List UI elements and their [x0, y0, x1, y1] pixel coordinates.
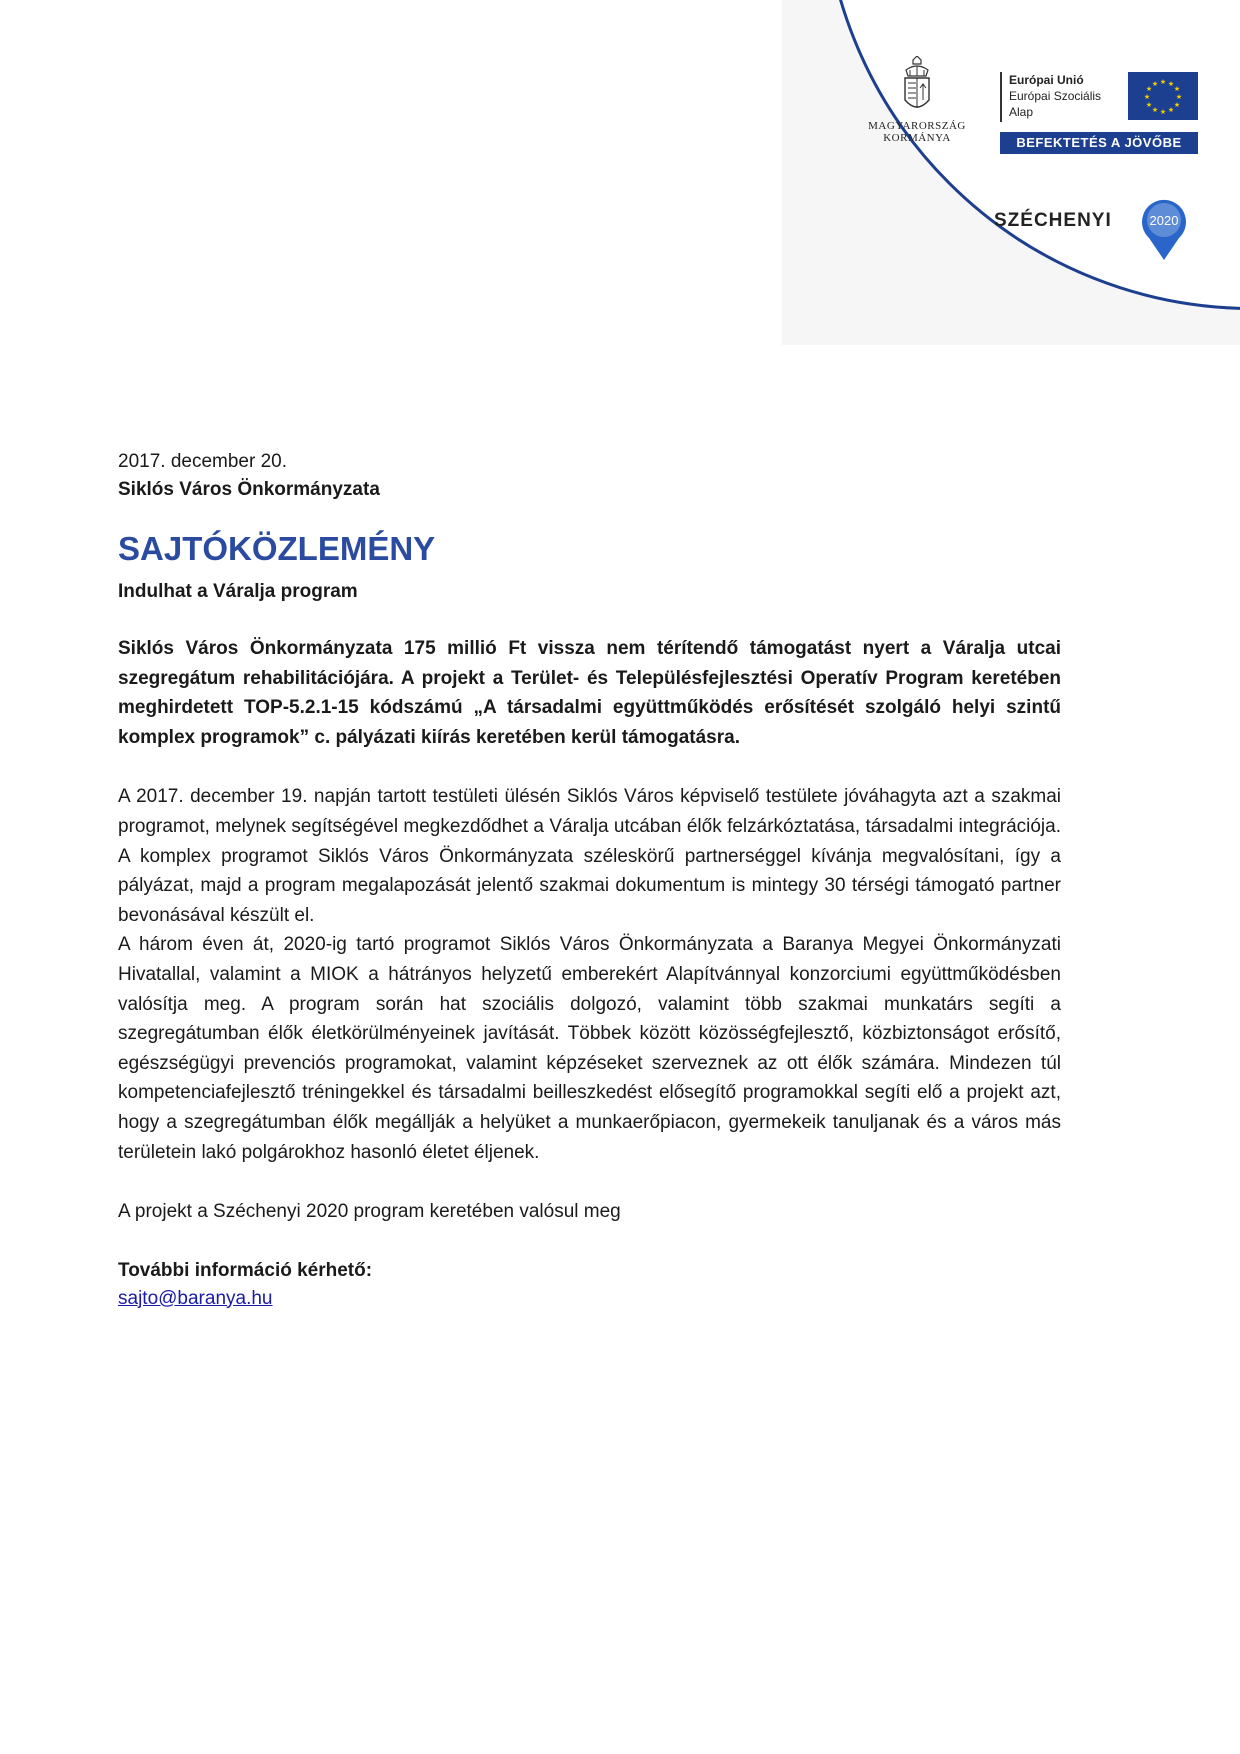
contact-email-link[interactable]: sajto@baranya.hu [118, 1287, 273, 1309]
government-name: MAGYARORSZÁG KORMÁNYA [868, 120, 966, 144]
location-pin-icon [1138, 196, 1190, 262]
press-release [118, 448, 1061, 1313]
szechenyi-2020-logo [994, 196, 1194, 260]
body-paragraph-3: A projekt a Széchenyi 2020 program keretében valósul meg [118, 1201, 621, 1223]
szechenyi-wordmark: SZÉCHENYI [994, 210, 1112, 231]
body-paragraph-1: A 2017. december 19. napján tartott testületi ülésén Siklós Város képviselő testülete jóváhagyta azt a szakmai programot, melynek segítségével megkezdődhet a Váralja utcában élők felzárkóztatása, társadalmi integrációja. A komplex programot Siklós Város Önkormányzata széleskörű partnerséggel kívánja megvalósítani, így a pályázat, majd a program megalapozását jelentő szakmai dokumentum is mintegy 30 térségi támogató partner bevonásával készült el. [118, 786, 1061, 926]
eu-flag-icon [1128, 72, 1198, 120]
svg-text:★: ★ [1167, 80, 1175, 88]
svg-text:★: ★ [1145, 101, 1153, 109]
svg-text:★: ★ [1151, 80, 1159, 88]
svg-text:★: ★ [1175, 93, 1183, 101]
eu-fund-text: Európai Unió Európai Szociális Alap [1000, 72, 1101, 122]
coat-of-arms-icon [900, 56, 934, 118]
svg-text:★: ★ [1145, 85, 1153, 93]
svg-text:★: ★ [1151, 106, 1159, 114]
svg-text:★: ★ [1173, 101, 1181, 109]
svg-text:★: ★ [1173, 85, 1181, 93]
release-date: 2017. december 20. [118, 451, 288, 472]
logo-panel [782, 0, 1240, 345]
logo-arc [822, 0, 1240, 310]
svg-text:★: ★ [1167, 106, 1175, 114]
eu-banner: BEFEKTETÉS A JÖVŐBE [1000, 132, 1198, 154]
svg-text:★: ★ [1143, 93, 1151, 101]
page-title: SAJTÓKÖZLEMÉNY [118, 530, 436, 567]
body-paragraph-2: A három éven át, 2020-ig tartó programot Siklós Város Önkormányzata a Baranya Megyei Önkormányzati Hivatallal, valamint a MIOK a hátrányos helyzetű emberekért Alapítvánnyal konzorciumi együttműködésben valósítja meg. A program során hat szociális dolgozó, valamint több szakmai munkatárs segíti a szegregátumban élők életkörülményeinek javítását. Többek között közösségfejlesztő, közbiztonságot erősítő, egészségügyi prevenciós programokat, valamint képzéseket szerveznek az ott élők számára. Mindezen túl kompetenciafejlesztő tréningekkel és társadalmi beilleszkedést elősegítő programokkal segíti elő a projekt azt, hogy a szegregátumban élők megállják a helyüket a munkaerőpiacon, gyermekeik tanuljanak és a város más területein lakó polgárokhoz hasonló életet éljenek. [118, 934, 1061, 1163]
lead-paragraph: Siklós Város Önkormányzata 175 millió Ft vissza nem térítendő támogatást nyert a Váralja utcai szegregátum rehabilitációjára. A projekt a Terület- és Településfejlesztési Operatív Program keretében meghirdetett TOP-5.2.1-15 kódszámú „A társadalmi együttműködés erősítését szolgáló helyi szintű komplex programok” c. pályázati kiírás keretében kerül támogatásra. [118, 638, 1061, 748]
szechenyi-year: 2020 [1149, 213, 1179, 228]
page-subtitle: Indulhat a Váralja program [118, 581, 358, 602]
svg-text:★: ★ [1159, 78, 1167, 86]
hungarian-government-logo [868, 56, 966, 144]
contact-label: További információ kérhető: [118, 1259, 373, 1281]
svg-text:★: ★ [1159, 108, 1167, 116]
organization-name: Siklós Város Önkormányzata [118, 479, 380, 500]
